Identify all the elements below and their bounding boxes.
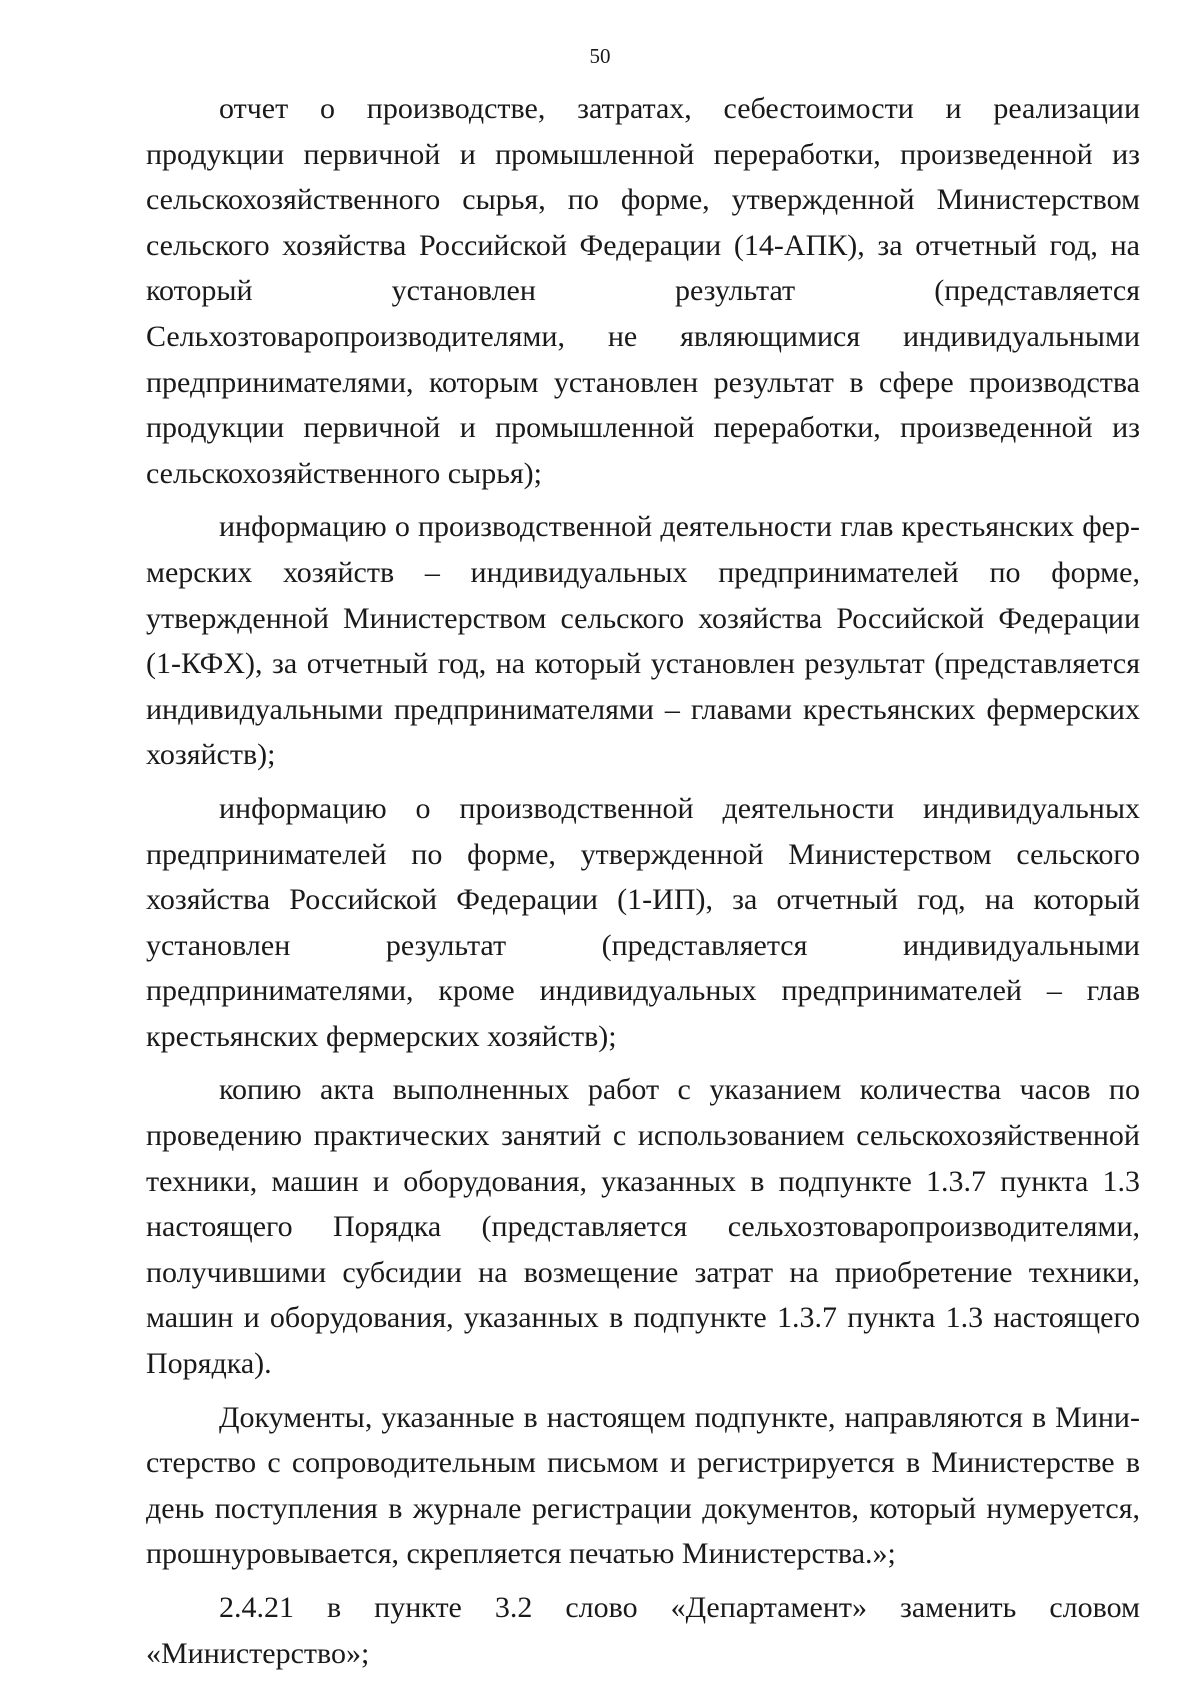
paragraph-documents-registration: Документы, указанные в настоящем подпункте, направляются в Министерство с сопроводительным письмом и регистрируется в Министерстве в день поступления в журнале регистрации документов, который нумеруется, прошнуровывается, скрепляется печатью Министерства.»;: [146, 1400, 1140, 1571]
page-number: 50: [589, 44, 611, 68]
paragraph-clause-2-4-21: 2.4.21 в пункте 3.2 слово «Департамент» заменить словом «Министерство»;: [146, 1591, 1140, 1670]
paragraph-act-copy: копию акта выполненных работ с указанием количества часов по проведению практических занятий с использованием сельскохозяйственной техники, машин и оборудования, указанных в подпункте 1.3.7 пункта 1.3 настоящего Порядка (представляется сельхозтоваропроизводителями, получившими субсидии на возмещение затрат на приобретение техники, машин и оборудования, указанных в подпункте 1.3.7 пункта 1.3 настоящего Порядка).: [146, 1073, 1140, 1381]
paragraph-info-1-kfh: информацию о производственной деятельности глав крестьянских фермерских хозяйств – индивидуальных предпринимателей по форме, утвержденной Министерством сельского хозяйства Российской Федерации (1-КФХ), за отчетный год, на который установлен результат (представляется индивидуальными предпринимателями – главами крестьянских фермерских хозяйств);: [146, 510, 1140, 772]
paragraph-info-1-ip: информацию о производственной деятельности индивидуальных предпринимателей по форме, утвержденной Министерством сельского хозяйства Российской Федерации (1-ИП), за отчетный год, на который установлен результат (представляется индивидуальными предпринимателями, кроме индивидуальных предпринимателей – глав крестьянских фермерских хозяйств);: [146, 791, 1140, 1053]
paragraph-report-14-apk: отчет о производстве, затратах, себестоимости и реализации продукции первичной и промышленной переработки, произведенной из сельскохозяйственного сырья, по форме, утвержденной Министерством сельского хозяйства Российской Федерации (14-АПК), за отчетный год, на который установлен результат (представляется Сельхозтоваропроизводителями, не являющимися индивидуальными предпринимателями, которым установлен результат в сфере производства продукции первичной и промышленной переработки, произведенной из сельскохозяйственного сырья);: [146, 92, 1140, 490]
document-body: [146, 86, 1140, 1676]
